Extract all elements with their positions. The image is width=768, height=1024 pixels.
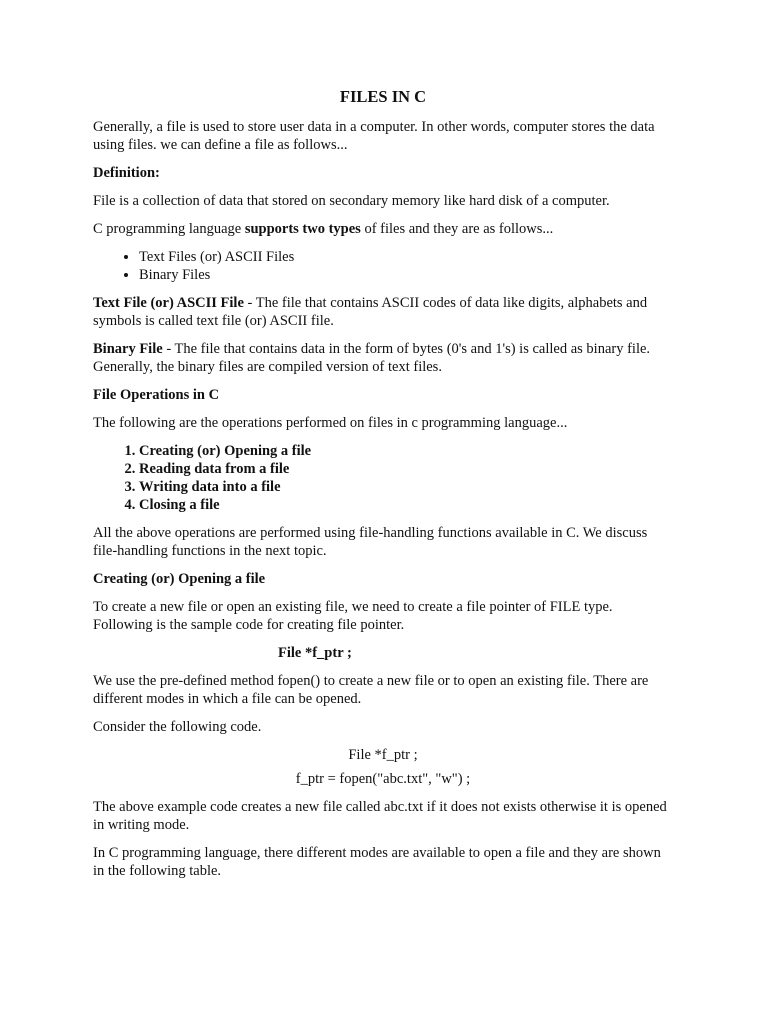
text-file-term: Text File (or) ASCII File bbox=[93, 295, 244, 311]
intro-paragraph: Generally, a file is used to store user data in a computer. In other words, computer stores the data using files. we can define a file as follows... bbox=[93, 119, 655, 153]
document-body bbox=[93, 88, 673, 890]
operations-heading: File Operations in C bbox=[93, 387, 220, 403]
list-item: 1. Creating (or) Opening a file bbox=[139, 442, 673, 460]
operations-note: All the above operations are performed using file-handling functions available in C. We discuss file-handling functions in the next topic. bbox=[93, 525, 648, 559]
code-line-file-pointer: File *f_ptr ; bbox=[278, 645, 352, 661]
creating-heading: Creating (or) Opening a file bbox=[93, 571, 266, 587]
list-item: • Text Files (or) ASCII Files bbox=[139, 248, 673, 266]
page-title: FILES IN C bbox=[339, 87, 427, 106]
text-file-paragraph bbox=[93, 294, 673, 330]
operations-list bbox=[93, 442, 673, 514]
definition-paragraph: File is a collection of data that stored on secondary memory like hard disk of a computer. bbox=[93, 193, 610, 209]
types-text-after: of files and they are as follows... bbox=[360, 221, 554, 237]
binary-file-desc: - The file that contains data in the form of bytes (0's and 1's) is called as binary file. Generally, the binary files are compiled version of text files. bbox=[93, 341, 651, 375]
list-item: 4. Closing a file bbox=[139, 496, 673, 514]
types-paragraph bbox=[93, 220, 673, 238]
operations-intro: The following are the operations performed on files in c programming language... bbox=[93, 415, 568, 431]
creating-paragraph-5: In C programming language, there different modes are available to open a file and they are shown in the following table. bbox=[93, 845, 661, 879]
list-item: 2. Reading data from a file bbox=[139, 460, 673, 478]
code-line-fopen: f_ptr = fopen("abc.txt", "w") ; bbox=[295, 771, 471, 787]
binary-file-term: Binary File bbox=[93, 341, 163, 357]
types-text-before: C programming language bbox=[93, 221, 245, 237]
list-item: • Binary Files bbox=[139, 266, 673, 284]
creating-paragraph-3: Consider the following code. bbox=[93, 719, 262, 735]
list-item: 3. Writing data into a file bbox=[139, 478, 673, 496]
code-line-declaration: File *f_ptr ; bbox=[348, 747, 418, 763]
types-text-bold: supports two types bbox=[244, 221, 361, 237]
definition-heading: Definition: bbox=[93, 165, 160, 181]
creating-paragraph-4: The above example code creates a new file called abc.txt if it does not exists otherwise it is opened in writing mode. bbox=[93, 799, 667, 833]
file-types-list bbox=[93, 248, 673, 284]
text-file-desc: - The file that contains ASCII codes of data like digits, alphabets and symbols is called text file (or) ASCII file. bbox=[93, 295, 648, 329]
creating-paragraph-2: We use the pre-defined method fopen() to create a new file or to open an existing file. There are different modes in which a file can be opened. bbox=[93, 673, 649, 707]
binary-file-paragraph bbox=[93, 340, 673, 376]
creating-paragraph-1: To create a new file or open an existing file, we need to create a file pointer of FILE type. Following is the sample code for creating file pointer. bbox=[93, 599, 613, 633]
